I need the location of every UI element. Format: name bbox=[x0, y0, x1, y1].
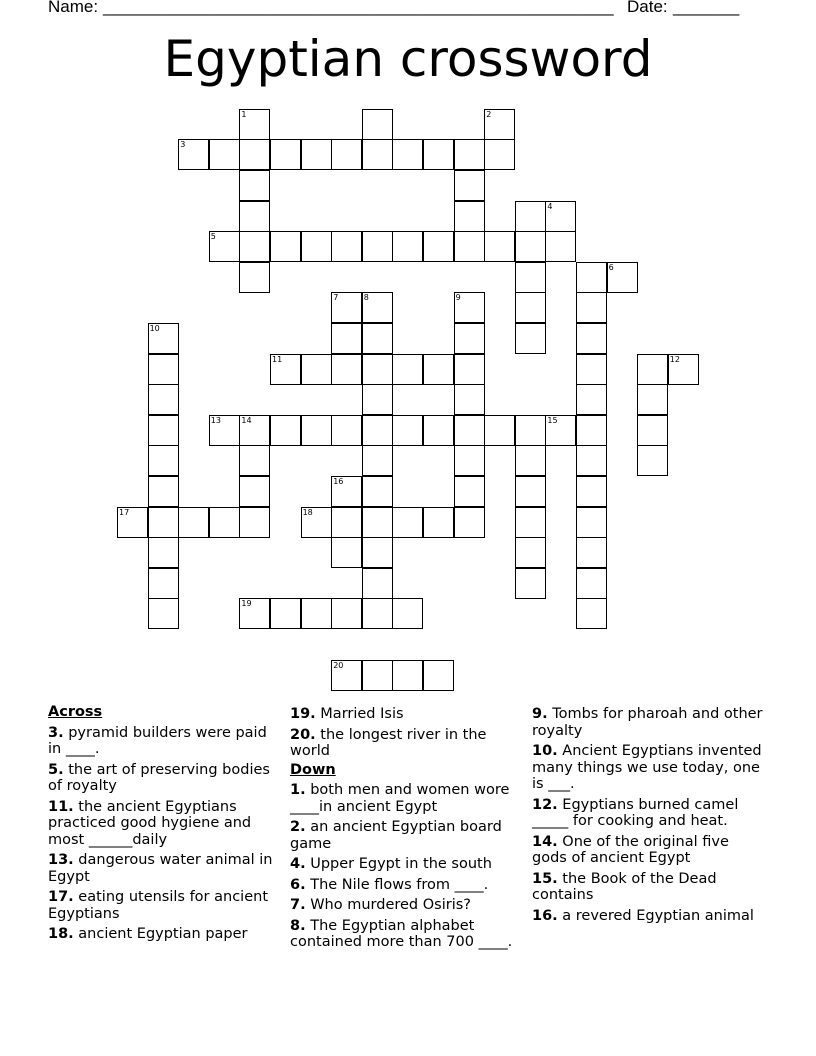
grid-cell[interactable] bbox=[454, 323, 485, 354]
clue-item-text: One of the original five gods of ancient Egypt bbox=[532, 833, 729, 866]
clue-number: 15 bbox=[547, 415, 558, 425]
grid-cell[interactable] bbox=[454, 507, 485, 538]
clue-item-number: 16. bbox=[532, 907, 558, 924]
grid-cell[interactable] bbox=[331, 292, 362, 323]
clue-item-number: 3. bbox=[48, 724, 64, 741]
grid-cell[interactable] bbox=[331, 354, 362, 385]
clue-item bbox=[290, 706, 518, 723]
grid-cell[interactable] bbox=[423, 415, 454, 446]
grid-cell[interactable] bbox=[668, 354, 699, 385]
grid-cell[interactable] bbox=[331, 415, 362, 446]
grid-cell[interactable] bbox=[515, 262, 546, 293]
grid-cell[interactable] bbox=[454, 292, 485, 323]
grid-cell[interactable] bbox=[576, 598, 607, 629]
clue-number: 19 bbox=[241, 599, 252, 609]
grid-cell[interactable] bbox=[454, 476, 485, 507]
grid-cell[interactable] bbox=[362, 568, 393, 599]
grid-cell[interactable] bbox=[545, 201, 576, 232]
clue-number: 12 bbox=[669, 354, 680, 364]
clue-item-text: the longest river in the world bbox=[290, 726, 487, 759]
clue-number: 9 bbox=[455, 293, 461, 303]
grid-cell[interactable] bbox=[148, 354, 179, 385]
grid-cell[interactable] bbox=[392, 354, 423, 385]
clue-item-text: both men and women wore ____in ancient Egypt bbox=[290, 782, 510, 815]
grid-cell[interactable] bbox=[270, 598, 301, 629]
grid-cell[interactable] bbox=[362, 660, 393, 691]
clue-item-number: 14. bbox=[532, 833, 558, 850]
grid-cell[interactable] bbox=[331, 598, 362, 629]
clue-item-number: 2. bbox=[290, 819, 306, 835]
grid-cell[interactable] bbox=[362, 415, 393, 446]
clue-item bbox=[290, 856, 518, 873]
grid-cell[interactable] bbox=[362, 507, 393, 538]
grid-cell[interactable] bbox=[362, 354, 393, 385]
clue-item bbox=[532, 797, 767, 830]
grid-cell[interactable] bbox=[423, 139, 454, 170]
grid-cell[interactable] bbox=[301, 231, 332, 262]
clue-number: 2 bbox=[486, 109, 492, 119]
clue-item-text: a revered Egyptian animal bbox=[557, 907, 754, 924]
clue-item bbox=[48, 725, 273, 758]
grid-cell[interactable] bbox=[454, 231, 485, 262]
grid-cell[interactable] bbox=[301, 598, 332, 629]
date-line[interactable]: _______ bbox=[673, 0, 740, 16]
clue-item-number: 4. bbox=[290, 856, 306, 872]
grid-cell[interactable] bbox=[148, 568, 179, 599]
clue-item bbox=[532, 871, 767, 904]
clue-number: 14 bbox=[241, 415, 252, 425]
grid-cell[interactable] bbox=[270, 231, 301, 262]
grid-cell[interactable] bbox=[331, 323, 362, 354]
grid-cell[interactable] bbox=[454, 445, 485, 476]
clue-number: 10 bbox=[149, 323, 160, 333]
clue-item bbox=[48, 762, 273, 795]
grid-cell[interactable] bbox=[454, 201, 485, 232]
clue-item bbox=[48, 799, 273, 849]
grid-cell[interactable] bbox=[148, 445, 179, 476]
clue-item bbox=[290, 782, 518, 815]
grid-cell[interactable] bbox=[392, 507, 423, 538]
clue-item bbox=[48, 889, 273, 922]
grid-cell[interactable] bbox=[117, 507, 148, 538]
grid-cell[interactable] bbox=[576, 445, 607, 476]
grid-cell[interactable] bbox=[637, 384, 668, 415]
grid-cell[interactable] bbox=[484, 139, 515, 170]
clue-item-number: 11. bbox=[48, 798, 74, 815]
clue-item bbox=[48, 926, 273, 943]
grid-cell[interactable] bbox=[515, 445, 546, 476]
grid-cell[interactable] bbox=[484, 231, 515, 262]
grid-cell[interactable] bbox=[362, 598, 393, 629]
grid-cell[interactable] bbox=[576, 476, 607, 507]
grid-cell[interactable] bbox=[423, 354, 454, 385]
grid-cell[interactable] bbox=[331, 537, 362, 568]
grid-cell[interactable] bbox=[576, 323, 607, 354]
grid-cell[interactable] bbox=[637, 445, 668, 476]
grid-cell[interactable] bbox=[148, 507, 179, 538]
clue-item bbox=[532, 908, 767, 925]
grid-cell[interactable] bbox=[209, 139, 240, 170]
clue-number: 5 bbox=[210, 232, 216, 242]
grid-cell[interactable] bbox=[515, 292, 546, 323]
grid-cell[interactable] bbox=[270, 139, 301, 170]
clues-column-1 bbox=[48, 702, 273, 943]
clue-item-number: 17. bbox=[48, 889, 74, 905]
grid-cell[interactable] bbox=[576, 262, 607, 293]
grid-cell[interactable] bbox=[484, 415, 515, 446]
clue-item-number: 6. bbox=[290, 876, 306, 893]
grid-cell[interactable] bbox=[515, 415, 546, 446]
grid-cell[interactable] bbox=[239, 262, 270, 293]
grid-cell[interactable] bbox=[545, 415, 576, 446]
grid-cell[interactable] bbox=[301, 415, 332, 446]
clue-item bbox=[290, 897, 518, 914]
grid-cell[interactable] bbox=[362, 292, 393, 323]
grid-cell[interactable] bbox=[515, 537, 546, 568]
clues-column-2 bbox=[290, 702, 518, 951]
grid-cell[interactable] bbox=[545, 231, 576, 262]
grid-cell[interactable] bbox=[515, 201, 546, 232]
clue-item-number: 9. bbox=[532, 706, 548, 722]
grid-cell[interactable] bbox=[178, 139, 209, 170]
grid-cell[interactable] bbox=[239, 170, 270, 201]
grid-cell[interactable] bbox=[637, 354, 668, 385]
grid-cell[interactable] bbox=[515, 568, 546, 599]
grid-cell[interactable] bbox=[454, 170, 485, 201]
clue-item bbox=[532, 743, 767, 793]
clue-item-number: 15. bbox=[532, 870, 558, 887]
grid-cell[interactable] bbox=[209, 507, 240, 538]
grid-cell[interactable] bbox=[362, 231, 393, 262]
clue-number: 7 bbox=[333, 293, 339, 303]
grid-cell[interactable] bbox=[239, 598, 270, 629]
clue-item bbox=[290, 877, 518, 894]
clue-item-text: ancient Egyptian paper bbox=[73, 926, 248, 942]
grid-cell[interactable] bbox=[362, 476, 393, 507]
grid-cell[interactable] bbox=[239, 415, 270, 446]
clue-item-text: dangerous water animal in Egypt bbox=[48, 852, 273, 885]
section-heading-across: Across bbox=[48, 704, 103, 720]
grid-cell[interactable] bbox=[362, 445, 393, 476]
grid-cell[interactable] bbox=[392, 231, 423, 262]
clue-item-number: 18. bbox=[48, 926, 74, 942]
clue-item-text: The Nile flows from ____. bbox=[305, 876, 489, 893]
clues-column-3 bbox=[532, 702, 767, 924]
grid-cell[interactable] bbox=[301, 354, 332, 385]
grid-cell[interactable] bbox=[331, 507, 362, 538]
grid-cell[interactable] bbox=[637, 415, 668, 446]
clue-number: 18 bbox=[302, 507, 313, 517]
grid-cell[interactable] bbox=[576, 354, 607, 385]
grid-cell[interactable] bbox=[270, 415, 301, 446]
clue-item-text: Married Isis bbox=[315, 706, 404, 722]
grid-cell[interactable] bbox=[423, 507, 454, 538]
grid-cell[interactable] bbox=[148, 476, 179, 507]
grid-cell[interactable] bbox=[209, 415, 240, 446]
grid-cell[interactable] bbox=[239, 231, 270, 262]
clue-number: 6 bbox=[608, 262, 614, 272]
grid-cell[interactable] bbox=[576, 507, 607, 538]
grid-cell[interactable] bbox=[576, 384, 607, 415]
clue-number: 3 bbox=[180, 140, 186, 150]
clue-item-number: 5. bbox=[48, 761, 64, 778]
clue-item-text: the art of preserving bodies of royalty bbox=[48, 761, 270, 794]
grid-cell[interactable] bbox=[454, 354, 485, 385]
grid-cell[interactable] bbox=[239, 476, 270, 507]
clue-number: 1 bbox=[241, 109, 247, 119]
grid-cell[interactable] bbox=[148, 384, 179, 415]
clue-item-text: the ancient Egyptians practiced good hygiene and most ______daily bbox=[48, 798, 252, 848]
grid-cell[interactable] bbox=[392, 598, 423, 629]
date-label: Date: bbox=[627, 0, 668, 16]
grid-cell[interactable] bbox=[331, 139, 362, 170]
grid-cell[interactable] bbox=[362, 109, 393, 140]
clue-number: 13 bbox=[210, 415, 221, 425]
clue-item-number: 1. bbox=[290, 782, 306, 798]
clue-item-text: pyramid builders were paid in ____. bbox=[48, 724, 267, 757]
grid-cell[interactable] bbox=[362, 384, 393, 415]
grid-cell[interactable] bbox=[576, 292, 607, 323]
grid-cell[interactable] bbox=[148, 323, 179, 354]
grid-cell[interactable] bbox=[484, 109, 515, 140]
clue-number: 4 bbox=[547, 201, 553, 211]
grid-cell[interactable] bbox=[331, 476, 362, 507]
clue-number: 16 bbox=[333, 476, 344, 486]
clue-number: 11 bbox=[272, 354, 283, 364]
grid-cell[interactable] bbox=[239, 109, 270, 140]
grid-cell[interactable] bbox=[515, 476, 546, 507]
clue-item-number: 20. bbox=[290, 726, 316, 743]
grid-cell[interactable] bbox=[331, 231, 362, 262]
clue-number: 17 bbox=[119, 507, 130, 517]
grid-cell[interactable] bbox=[362, 139, 393, 170]
clue-item bbox=[532, 834, 767, 867]
grid-cell[interactable] bbox=[515, 231, 546, 262]
clue-item-text: the Book of the Dead contains bbox=[532, 870, 717, 903]
grid-cell[interactable] bbox=[392, 415, 423, 446]
grid-cell[interactable] bbox=[239, 507, 270, 538]
grid-cell[interactable] bbox=[607, 262, 638, 293]
grid-cell[interactable] bbox=[209, 231, 240, 262]
clue-number: 8 bbox=[363, 293, 369, 303]
name-label: Name: bbox=[48, 0, 99, 16]
clue-item-text: Ancient Egyptians invented many things we use today, one is ___. bbox=[532, 743, 762, 792]
grid-cell[interactable] bbox=[270, 354, 301, 385]
grid-cell[interactable] bbox=[423, 660, 454, 691]
clue-item-number: 7. bbox=[290, 897, 306, 913]
clue-item-number: 8. bbox=[290, 917, 306, 934]
grid-cell[interactable] bbox=[576, 415, 607, 446]
grid-cell[interactable] bbox=[178, 507, 209, 538]
grid-cell[interactable] bbox=[576, 537, 607, 568]
clue-item bbox=[290, 819, 518, 852]
page-title: Egyptian crossword bbox=[163, 30, 653, 88]
clue-item-number: 12. bbox=[532, 796, 558, 813]
grid-cell[interactable] bbox=[362, 537, 393, 568]
grid-cell[interactable] bbox=[301, 507, 332, 538]
grid-cell[interactable] bbox=[576, 568, 607, 599]
grid-cell[interactable] bbox=[423, 231, 454, 262]
clue-item-number: 19. bbox=[290, 706, 316, 722]
clue-item-text: Egyptians burned camel _____ for cooking and heat. bbox=[532, 796, 739, 829]
clue-item-number: 10. bbox=[532, 743, 558, 759]
clue-number: 20 bbox=[333, 660, 344, 670]
clue-item bbox=[290, 727, 518, 760]
grid-cell[interactable] bbox=[392, 139, 423, 170]
grid-cell[interactable] bbox=[515, 507, 546, 538]
clue-item bbox=[48, 852, 273, 885]
grid-cell[interactable] bbox=[301, 139, 332, 170]
grid-cell[interactable] bbox=[148, 537, 179, 568]
grid-cell[interactable] bbox=[148, 598, 179, 629]
grid-cell[interactable] bbox=[454, 415, 485, 446]
clue-item-text: Tombs for pharoah and other royalty bbox=[532, 706, 763, 739]
clue-item-text: an ancient Egyptian board game bbox=[290, 819, 502, 852]
grid-cell[interactable] bbox=[239, 445, 270, 476]
section-heading-down: Down bbox=[290, 761, 336, 778]
grid-cell[interactable] bbox=[148, 415, 179, 446]
grid-cell[interactable] bbox=[362, 323, 393, 354]
grid-cell[interactable] bbox=[331, 660, 362, 691]
clue-item bbox=[532, 706, 767, 739]
grid-cell[interactable] bbox=[239, 201, 270, 232]
clue-item-text: eating utensils for ancient Egyptians bbox=[48, 889, 269, 922]
grid-cell[interactable] bbox=[454, 384, 485, 415]
clue-item-text: Upper Egypt in the south bbox=[305, 856, 492, 872]
grid-cell[interactable] bbox=[454, 139, 485, 170]
grid-cell[interactable] bbox=[239, 139, 270, 170]
clue-item-number: 13. bbox=[48, 852, 74, 868]
clue-item-text: Who murdered Osiris? bbox=[305, 897, 471, 913]
clue-item-text: The Egyptian alphabet contained more than 700 ____. bbox=[290, 917, 513, 950]
clue-item bbox=[290, 918, 518, 951]
grid-cell[interactable] bbox=[392, 660, 423, 691]
name-line[interactable]: ______________________________________________________ bbox=[103, 0, 614, 16]
grid-cell[interactable] bbox=[515, 323, 546, 354]
